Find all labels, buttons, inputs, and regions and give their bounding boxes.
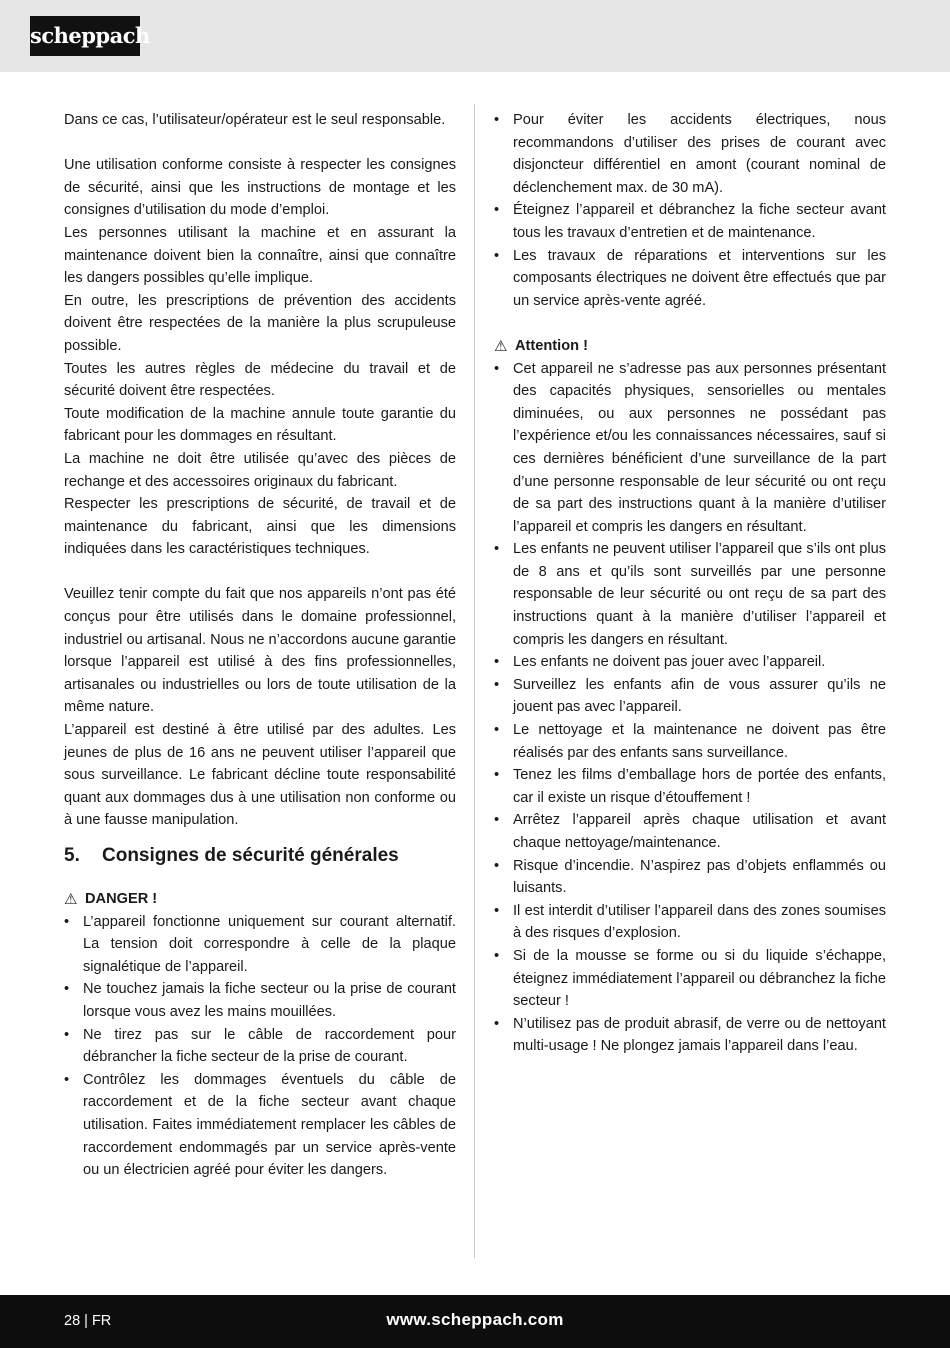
section-title: Consignes de sécurité générales [102,845,399,866]
paragraph: Respecter les prescriptions de sécurité, de travail et de maintenance du fabricant, ainsi que les dimensions indiquées dans les caractéristiques techniques. [64,496,456,558]
paragraph: Veuillez tenir compte du fait que nos appareils n’ont pas été conçus pour être utilisés dans le domaine professionnel, industriel ou artisanal. Nous ne n’accordons aucune garantie lorsque l’appareil est utilisé à des fins professionnelles, artisanales ou industrielles ou lors de toute utilisation de la même nature. [64,586,456,716]
page-number: 28 | FR [64,1313,112,1329]
list-item: • Arrêtez l’appareil après chaque utilisation et avant chaque nettoyage/maintenance. [494,809,886,854]
section-heading [64,844,456,868]
warning-triangle-icon: ⚠ [64,890,78,908]
attention-list [494,358,886,1058]
danger-label: DANGER ! [85,891,158,907]
paragraph: En outre, les prescriptions de prévention des accidents doivent être respectées de la manière la plus scrupuleuse possible. [64,292,456,354]
warning-triangle-icon: ⚠ [494,336,508,355]
paragraph: La machine ne doit être utilisée qu’avec des pièces de rechange et des accessoires originaux du fabricant. [64,450,456,490]
danger-heading [64,888,456,911]
page-footer [0,1295,950,1348]
right-column [494,109,886,1058]
paragraph: Les personnes utilisant la machine et en assurant la maintenance doivent bien la connaître, ainsi que connaître les dangers possibles qu’elle implique. [64,224,456,287]
list-item: • Tenez les films d’emballage hors de portée des enfants, car il existe un risque d’étouffement ! [494,764,886,809]
list-item: • Pour éviter les accidents électriques, nous recommandons d’utiliser des prises de courant avec disjoncteur différentiel en amont (courant nominal de déclenchement max. de 30 mA). [494,109,886,199]
danger-list [64,911,456,1182]
list-item: • Le nettoyage et la maintenance ne doivent pas être réalisés par des enfants sans surveillance. [494,719,886,764]
left-column [64,109,456,1182]
paragraph: Toute modification de la machine annule toute garantie du fabricant pour les dommages en résultant. [64,405,456,445]
list-item: • Cet appareil ne s’adresse pas aux personnes présentant des capacités physiques, sensorielles ou mentales diminuées, ou aux personnes ne possédant pas l’expérience et/ou les connaissances nécessaires, sauf si ces dernières bénéficient d’une surveillance de la part d’une personne responsable de leur sécurité ou ont reçu de sa part des instructions quant à la manière d’utiliser l’appareil et compris les dangers en résultant. [494,358,886,539]
attention-heading [494,335,886,358]
page-header [0,0,950,72]
section-number: 5. [64,845,80,866]
attention-label: Attention ! [515,337,588,354]
list-item: • Risque d’incendie. N’aspirez pas d’objets enflammés ou luisants. [494,855,886,900]
list-item: • Les enfants ne peuvent utiliser l’appareil que s’ils ont plus de 8 ans et qu’ils sont surveillés par une personne responsable de leur sécurité ou ont reçu de sa part des instructions quant à la manière d’utiliser l’appareil et compris les dangers en résultant. [494,538,886,651]
list-item: • Contrôlez les dommages éventuels du câble de raccordement et de la fiche secteur avant chaque utilisation. Faites immédiatement remplacer les câbles de raccordement endommagés par un service après-vente ou un électricien agréé pour éviter les dangers. [64,1069,456,1182]
list-item: • Éteignez l’appareil et débranchez la fiche secteur avant tous les travaux d’entretien et de maintenance. [494,199,886,244]
paragraph: Toutes les autres règles de médecine du travail et de sécurité doivent être respectées. [64,360,456,400]
list-item: • Ne tirez pas sur le câble de raccordement pour débrancher la fiche secteur de la prise de courant. [64,1024,456,1069]
brand-logo: scheppach [30,16,140,56]
list-item: • Il est interdit d’utiliser l’appareil dans des zones soumises à des risques d’explosion. [494,900,886,945]
list-item: • N’utilisez pas de produit abrasif, de verre ou de nettoyant multi-usage ! Ne plongez jamais l’appareil dans l’eau. [494,1013,886,1058]
list-item: • Les enfants ne doivent pas jouer avec l’appareil. [494,651,886,674]
website-link[interactable]: www.scheppach.com [386,1310,564,1329]
list-item: • L’appareil fonctionne uniquement sur courant alternatif. La tension doit correspondre à celle de la plaque signalétique de l’appareil. [64,911,456,979]
column-divider [474,104,475,1258]
electrical-safety-list [494,109,886,312]
paragraph: L’appareil est destiné à être utilisé par des adultes. Les jeunes de plus de 16 ans ne peuvent utiliser l’appareil que sous surveillance. Le fabricant décline toute responsabilité quant aux dommages dus à une utilisation non conforme ou à une fausse manipulation. [64,722,456,829]
paragraph: Dans ce cas, l’utilisateur/opérateur est le seul responsable. [64,112,446,128]
list-item: • Les travaux de réparations et interventions sur les composants électriques ne doivent être effectués que par un service après-vente agréé. [494,245,886,313]
list-item: • Surveillez les enfants afin de vous assurer qu’ils ne jouent pas avec l’appareil. [494,674,886,719]
list-item: • Si de la mousse se forme ou si du liquide s’échappe, éteignez immédiatement l’appareil ou débranchez la fiche secteur ! [494,945,886,1013]
paragraph: Une utilisation conforme consiste à respecter les consignes de sécurité, ainsi que les instructions de montage et les consignes d’utilisation du mode d’emploi. [64,157,456,219]
list-item: • Ne touchez jamais la fiche secteur ou la prise de courant lorsque vous avez les mains mouillées. [64,978,456,1023]
